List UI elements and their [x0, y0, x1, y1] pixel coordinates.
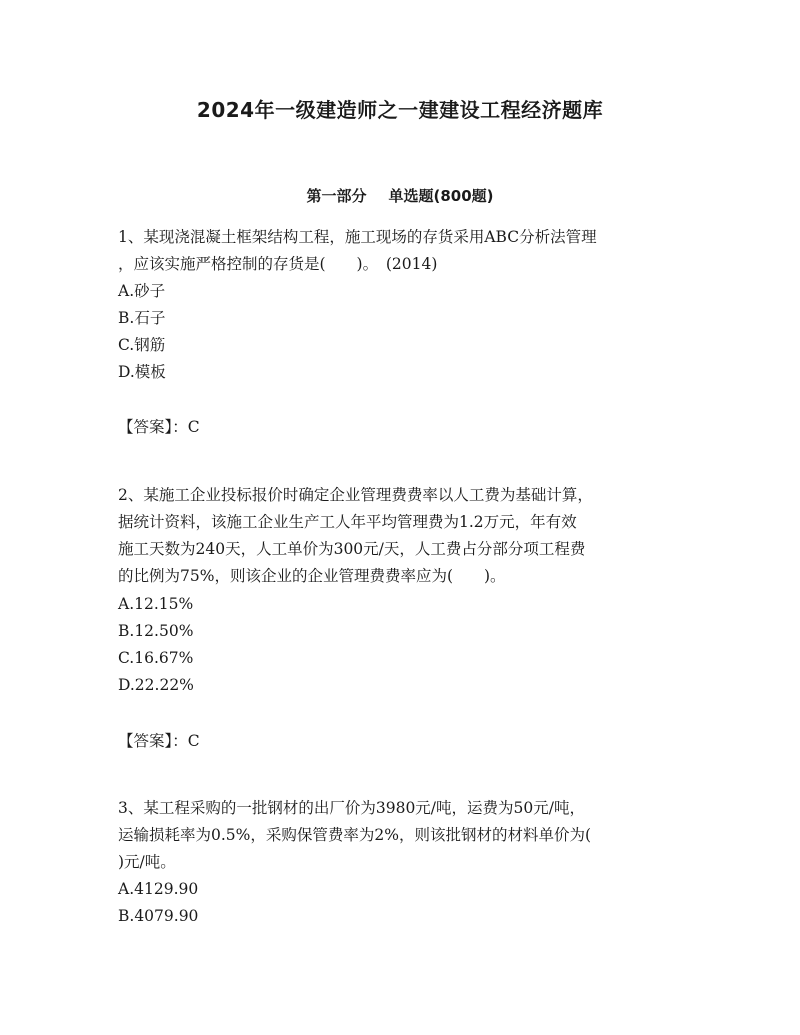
answer-label: 【答案】：: [118, 418, 188, 436]
question-stem-line: 2、某施工企业投标报价时确定企业管理费费率以人工费为基础计算，: [118, 486, 593, 504]
section-type: 单选题(800题): [388, 187, 494, 205]
answer-value: C: [187, 418, 200, 436]
option-a: A.4129.90: [118, 880, 199, 898]
question-stem-line: 的比例为75%，则该企业的企业管理费费率应为( )。: [118, 567, 506, 585]
option-b: B.4079.90: [118, 907, 199, 925]
question-stem-line: 1、某现浇混凝土框架结构工程，施工现场的存货采用ABC分析法管理: [118, 228, 597, 246]
option-a: A.12.15%: [118, 595, 194, 613]
section-part: 第一部分: [306, 187, 367, 205]
answer-value: C: [187, 732, 200, 750]
question-stem-line: 3、某工程采购的一批钢材的出厂价为3980元/吨，运费为50元/吨，: [118, 799, 585, 817]
option-c: C.钢筋: [118, 336, 166, 354]
question-stem-line: )元/吨。: [118, 853, 176, 871]
document-title: 2024年一级建造师之一建建设工程经济题库: [196, 98, 604, 122]
option-d: D.22.22%: [118, 676, 194, 694]
answer-line: [118, 731, 200, 751]
section-heading: [0, 185, 800, 206]
question-stem-line: 施工天数为240天，人工单价为300元/天，人工费占分部分项工程费: [118, 540, 586, 558]
option-b: B.石子: [118, 309, 166, 327]
question-stem-line: 据统计资料，该施工企业生产工人年平均管理费为1.2万元，年有效: [118, 513, 577, 531]
option-a: A.砂子: [118, 282, 166, 300]
option-c: C.16.67%: [118, 649, 194, 667]
question-stem-line: ，应该实施严格控制的存货是( )。 (2014): [118, 255, 438, 273]
question-stem-line: 运输损耗率为0.5%，采购保管费率为2%，则该批钢材的材料单价为(: [118, 826, 592, 844]
option-b: B.12.50%: [118, 622, 194, 640]
answer-label: 【答案】：: [118, 732, 188, 750]
answer-line: [118, 417, 200, 437]
option-d: D.模板: [118, 363, 166, 381]
